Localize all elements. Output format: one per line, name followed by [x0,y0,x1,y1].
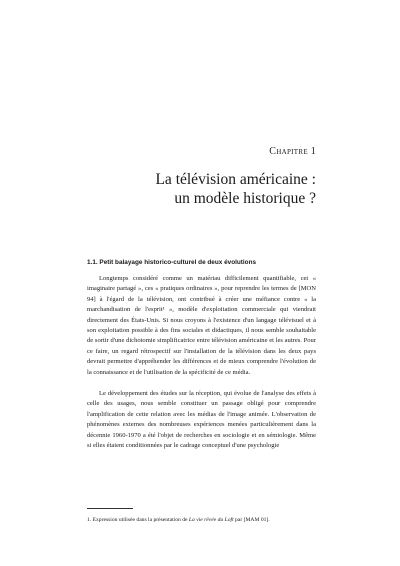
body-paragraph-2-block [87,389,316,451]
chapter-title-line-1: La télévision américaine : [155,171,316,188]
footnote-suffix: par [MAM 01]. [233,517,270,523]
body-paragraph-1-block [87,274,316,378]
chapter-title [76,170,316,208]
body-paragraph-2: Le développement des études sur la réception, qui évolue de l'analyse des effets à celle des usages, nous semble constituer un passage obligé pour comprendre l'amplification de cette relation avec les médias de l'image animée. L'observation de phénomènes externes des nombreuses expériences menées particulièrement dans la décennie 1960-1970 a été l'objet de recherches en sociologie et en sémiologie. Même si elles étaient conditionnées par le cadrage conceptuel d'une psychologie [87,390,316,450]
body-paragraph-1: Longtemps considéré comme un matériau difficilement quantifiable, cet « imaginaire partagé », ces « pratiques ordinaires », pour reprendre les termes de [MON 94] à l'égard de la télévision, ont contribué à créer une méfiance contre « la marchandisation de l'esprit¹ », modèle d'exploitation commerciale qui viendrait directement des États-Unis. Si nous croyons à l'existence d'un langage télévisuel et à son exploitation possible à des fins sociales et didactiques, il nous semble souhaitable de sortir d'une dichotomie simplificatrice entre télévision américaine et les autres. Pour ce faire, un regard rétrospectif sur l'installation de la télévision dans les deux pays devrait permettre d'appréhender les différences et de mieux comprendre l'évolution de la connaissance et de l'utilisation de la spécificité de ce média. [87,275,316,376]
section-heading: 1.1. Petit balayage historico-culturel de deux évolutions [87,259,257,266]
footnote-prefix: 1. Expression utilisée dans la présentation de [87,517,189,523]
footnote-cited-title: La vie rêvée du Loft [188,517,234,523]
footnote-separator [87,508,133,509]
footnote [87,516,316,524]
chapter-label: Chapitre 1 [269,146,316,157]
chapter-title-line-2: un modèle historique ? [174,190,316,207]
